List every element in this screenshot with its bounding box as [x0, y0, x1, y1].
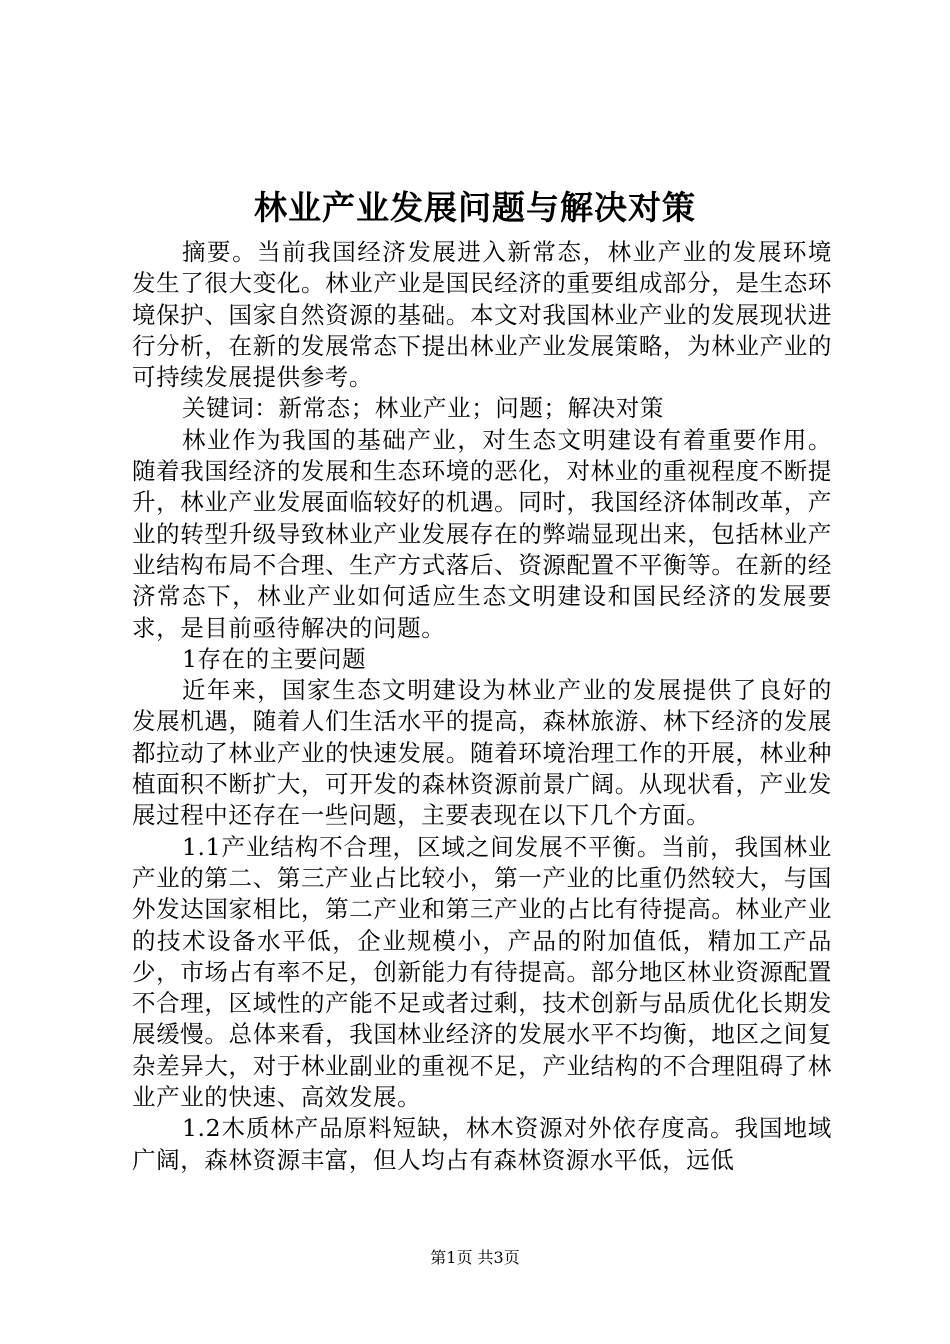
subsection-paragraph: 1.1产业结构不合理，区域之间发展不平衡。当前，我国林业产业的第二、第三产业占比较小，第一产业的比重仍然较大，与国外发达国家相比，第二产业和第三产业的占比有待提高。林业产业的技术设备水平低，企业规模小，产品的附加值低，精加工产品少，市场占有率不足，创新能力有待提高。部分地区林业资源配置不合理，区域性的产能不足或者过剩，技术创新与品质优化长期发展缓慢。总体来看，我国林业经济的发展水平不均衡，地区之间复杂差异大，对于林业副业的重视不足，产业结构的不合理阻碍了林业产业的快速、高效发展。: [132, 832, 832, 1112]
document-body: [132, 237, 832, 1176]
section-paragraph: 近年来，国家生态文明建设为林业产业的发展提供了良好的发展机遇，随着人们生活水平的提高，森林旅游、林下经济的发展都拉动了林业产业的快速发展。随着环境治理工作的开展，林业种植面积不断扩大，可开发的森林资源前景广阔。从现状看，产业发展过程中还存在一些问题，主要表现在以下几个方面。: [132, 676, 832, 830]
keywords-paragraph: 关键词：新常态；林业产业；问题；解决对策: [182, 394, 664, 423]
document-title: 林业产业发展问题与解决对策: [254, 188, 696, 227]
subsection-paragraph: 1.2木质林产品原料短缺，林木资源对外依存度高。我国地域广阔，森林资源丰富，但人均占有森林资源水平低，远低: [132, 1114, 832, 1174]
page-footer: 第1页 共3页: [430, 1248, 520, 1267]
section-heading: 1存在的主要问题: [182, 644, 367, 673]
abstract-paragraph: 摘要。当前我国经济发展进入新常态，林业产业的发展环境发生了很大变化。林业产业是国民经济的重要组成部分，是生态环境保护、国家自然资源的基础。本文对我国林业产业的发展现状进行分析，在新的发展常态下提出林业产业发展策略，为林业产业的可持续发展提供参考。: [132, 238, 832, 392]
intro-paragraph: 林业作为我国的基础产业，对生态文明建设有着重要作用。随着我国经济的发展和生态环境的恶化，对林业的重视程度不断提升，林业产业发展面临较好的机遇。同时，我国经济体制改革，产业的转型升级导致林业产业发展存在的弊端显现出来，包括林业产业结构布局不合理、生产方式落后、资源配置不平衡等。在新的经济常态下，林业产业如何适应生态文明建设和国民经济的发展要求，是目前亟待解决的问题。: [132, 425, 832, 642]
